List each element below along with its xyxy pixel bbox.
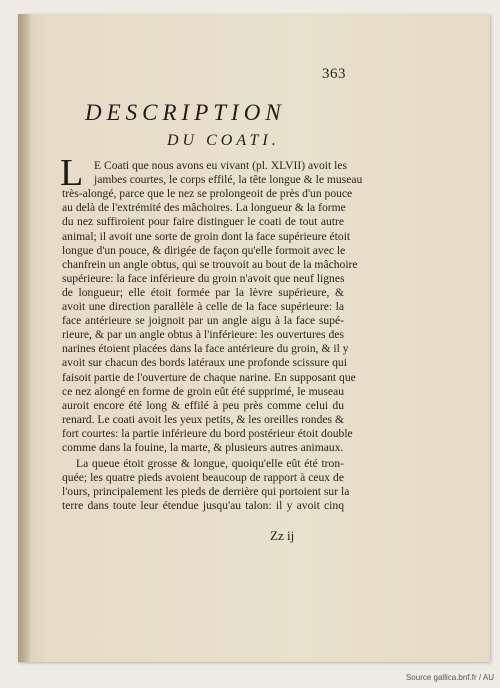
text-line: longue d'un pouce, & dirigée de façon qu'elle formoit avec le [62,243,346,257]
page-spine-shadow [18,14,30,662]
signature-mark: Zz ij [270,528,295,543]
text-line: jambes courtes, le corps effilé, la tête longue & le museau [94,173,363,187]
page-title: DESCRIPTION [85,100,286,125]
text-line: ce nez alongé en forme de groin eût été supprimé, le museau [62,384,344,398]
text-line: terre dans toute leur étendue jusqu'au talon: il y avoit cinq [62,499,344,513]
text-line: face antérieure se joignoit par un angle aigu à la face supé- [62,314,344,328]
page-subtitle: DU COATI. [167,132,280,149]
text-line: supérieure: la face inférieure du groin n'avoit que neuf lignes [62,271,345,285]
text-line: auroit encore été long & effilé à peu près comme celui du [62,398,344,412]
text-line: chanfrein un angle obtus, qui se trouvoit au bout de la mâchoire [62,257,358,271]
text-line: La queue étoit grosse & longue, quoiqu'elle eût été tron- [76,457,344,471]
drop-cap: L [60,152,84,194]
text-line: rieure, & par un angle obtus à l'inférieure: les ouvertures des [62,328,344,342]
text-line: avoit sur chacun des bords latéraux une profonde scissure qui [62,356,347,370]
text-line: E Coati que nous avons eu vivant (pl. XLVII) avoit les [94,159,347,172]
text-line: quée; les quatre pieds avoient beaucoup de rapport à ceux de [62,471,344,485]
text-line: narines étoient placées dans la face antérieure du groin, & il y [62,342,349,356]
source-credit: Source gallica.bnf.fr / AU [405,673,494,682]
text-line: animal; il avoit une sorte de groin dont la face supérieure étoit [62,229,351,243]
text-line: faisoit partie de l'ouverture de chaque narine. En supposant que [62,370,356,384]
text-line: du nez suffiroient pour faire distinguer le coati de tout autre [62,215,344,229]
text-line: comme dans la fouine, la marte, & plusieurs autres animaux. [62,441,344,454]
page-number: 363 [322,66,346,82]
text-line: l'ours, principalement les pieds de derrière qui portoient sur la [62,485,350,499]
text-line: au delà de l'extrémité des mâchoires. La longueur & la forme [62,201,346,215]
text-line: renard. Le coati avoit les yeux petits, & les oreilles rondes & [62,412,344,426]
text-line: avoit une direction parallèle à celle de la face supérieure: la [62,300,344,313]
text-line: fort courtes: la partie inférieure du bord postérieur étoit double [62,426,353,440]
text-line: de longueur; elle étoit formée par la lèvre supérieure, & [62,285,344,299]
text-line: très-alongé, parce que le nez se prolongeoit de près d'un pouce [62,187,353,201]
